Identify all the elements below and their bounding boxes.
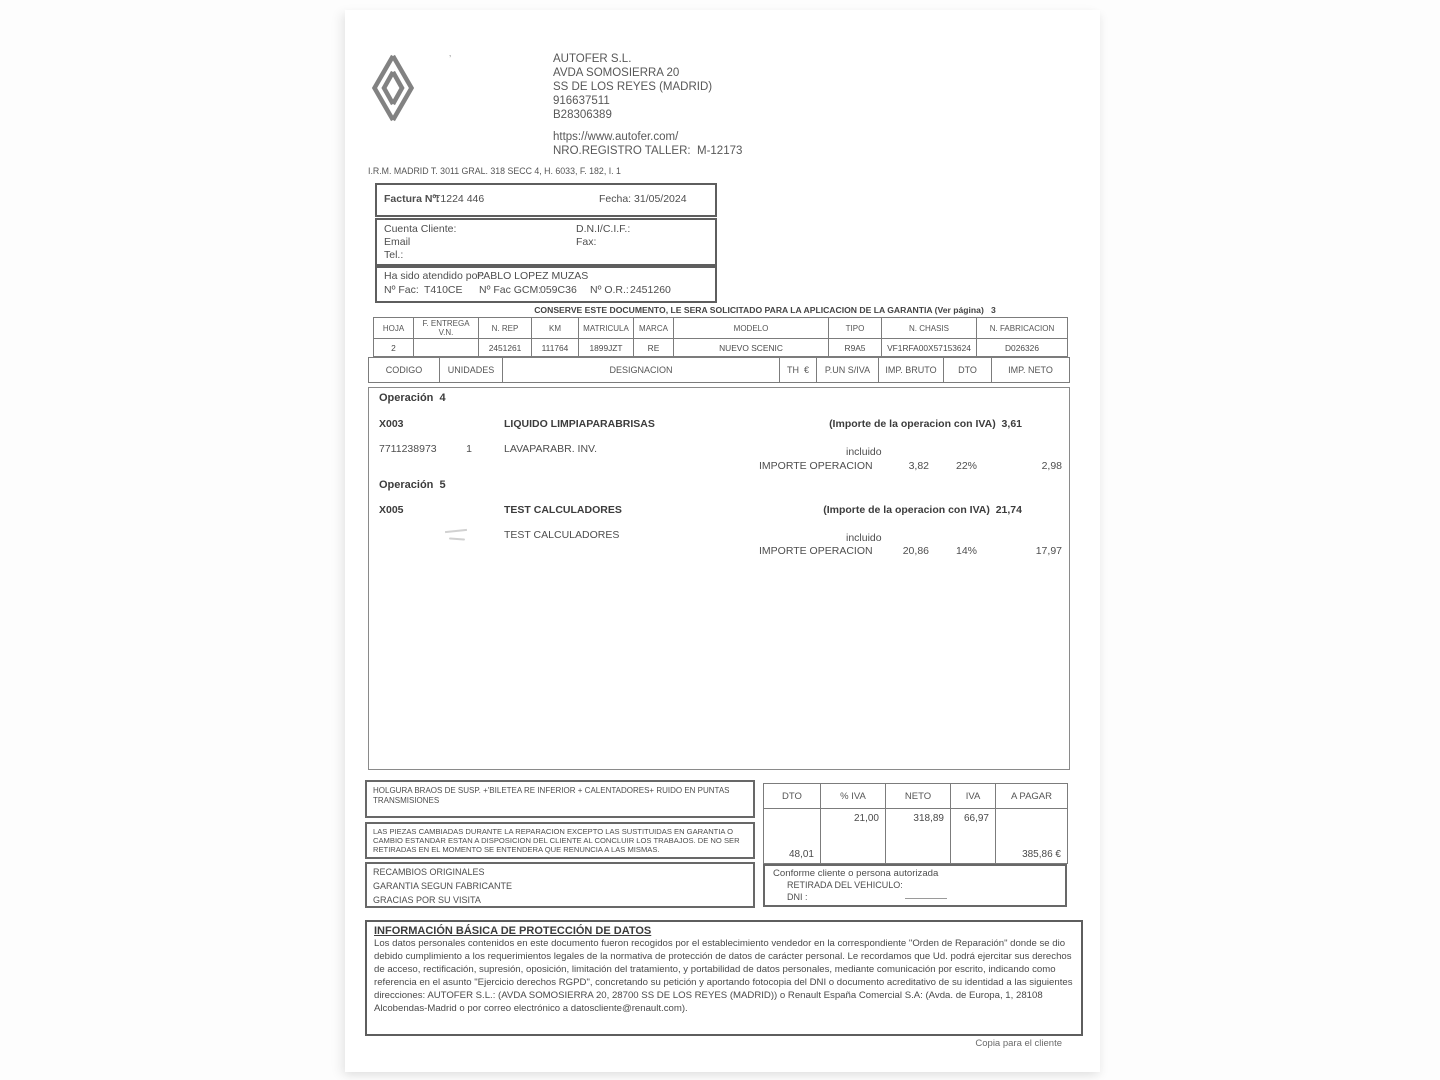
client-email-label: Email xyxy=(384,236,411,248)
vehicle-fabricacion: D026326 xyxy=(977,339,1068,357)
vehicle-col-modelo: MODELO xyxy=(674,318,829,339)
vehicle-modelo: NUEVO SCENIC xyxy=(674,339,829,357)
col-th: TH € xyxy=(779,357,817,383)
totals-dto-value: 48,01 xyxy=(788,849,814,860)
importe-bruto-value: 3,82 xyxy=(908,460,929,472)
operation-iva-amount: (Importe de la operacion con IVA) 21,74 xyxy=(823,504,1022,516)
invoice-date: Fecha: 31/05/2024 xyxy=(599,193,687,205)
company-web-block xyxy=(553,130,742,158)
col-codigo: CODIGO xyxy=(368,357,440,383)
nor-value: 2451260 xyxy=(630,284,671,296)
vehicle-col-km: KM xyxy=(532,318,579,339)
company-cif: B28306389 xyxy=(553,109,612,121)
vehicle-col-chasis: N. CHASIS xyxy=(882,318,977,339)
vehicle-tipo: R9A5 xyxy=(829,339,882,357)
detail-table-header xyxy=(368,357,1070,383)
scanned-invoice-page xyxy=(345,10,1100,1072)
totals-col-neto: NETO xyxy=(886,784,951,809)
importe-bruto-value: 20,86 xyxy=(902,545,929,557)
company-address1: AVDA SOMOSIERRA 20 xyxy=(553,67,680,79)
line-reference: 7711238973 xyxy=(379,443,437,455)
data-protection-box xyxy=(365,920,1083,1036)
vehicle-col-hoja: HOJA xyxy=(374,318,414,339)
totals-col-a-pagar: A PAGAR xyxy=(996,784,1068,809)
vehicle-matricula: 1899JZT xyxy=(579,339,634,357)
copy-for-client-note: Copia para el cliente xyxy=(975,1038,1062,1049)
footer-messages-box xyxy=(365,862,755,908)
nfac-gcm-label: Nº Fac GCM: xyxy=(479,284,542,296)
attended-by-label: Ha sido atendido por: xyxy=(384,270,484,282)
vehicle-table xyxy=(373,317,1068,357)
line-units: 1 xyxy=(466,443,472,455)
totals-table xyxy=(763,783,1068,864)
nfac-gcm-value: 059C36 xyxy=(540,284,577,296)
totals-header-row xyxy=(764,784,1068,809)
renault-logo-icon xyxy=(368,52,418,124)
vehicle-km: 111764 xyxy=(532,339,579,357)
vehicle-col-matricula: MATRICULA xyxy=(579,318,634,339)
importe-operacion-label: IMPORTE OPERACION xyxy=(759,545,873,557)
vehicle-entrega xyxy=(414,339,479,357)
operation-name: LIQUIDO LIMPIAPARABRISAS xyxy=(504,418,655,430)
vehicle-col-nrep: N. REP xyxy=(479,318,532,339)
vehicle-marca: RE xyxy=(634,339,674,357)
factura-number: T1224 446 xyxy=(434,193,485,205)
totals-col-iva: IVA xyxy=(951,784,996,809)
vehicle-chasis: VF1RFA00X57153624 xyxy=(882,339,977,357)
invoice-number-box xyxy=(375,183,717,217)
footer-line-gracias: GRACIAS POR SU VISITA xyxy=(373,895,481,905)
vehicle-col-entrega: F. ENTREGA V.N. xyxy=(414,318,479,339)
totals-iva-value: 66,97 xyxy=(963,813,989,824)
data-protection-text: Los datos personales contenidos en este documento fueron recogidos por el establecimiento vendedor en la correspondiente "Orden de Reparación" donde se dio debido cumplimiento a los requerimientos legales de la normativa de protección de datos de carácter personal. Le recordamos que Ud. podrá ejercitar sus derechos de acceso, rectificación, supresión, oposición, limitación del tratamiento, y portabilidad de datos personales, mediante comunicación por escrito, indicando como referencia en el asunto "Ejercicio derechos RGPD", concretando su petición y aportando fotocopia del DNI o documento acreditativo de su identidad a las siguientes direcciones: AUTOFER S.L.: (AVDA SOMOSIERRA 20, 28700 SS DE LOS REYES (MADRID)) o Renault España Comercial S.A: (Avda. de Europa, 1, 28108 Alcobendas-Madrid o por correo electrónico a datoscliente@renault.com). xyxy=(374,938,1073,1014)
retirada-label: RETIRADA DEL VEHICULO: xyxy=(787,880,903,890)
operation-code: X005 xyxy=(379,504,404,516)
conforme-label: Conforme cliente o persona autorizada xyxy=(773,868,939,879)
vehicle-hoja: 2 xyxy=(374,339,414,357)
dto-value: 22% xyxy=(955,460,977,472)
footer-line-garantia: GARANTIA SEGUN FABRICANTE xyxy=(373,881,513,891)
vehicle-table-value-row xyxy=(374,339,1068,357)
operation-name: TEST CALCULADORES xyxy=(504,504,622,516)
importe-neto-value: 17,97 xyxy=(1035,545,1062,557)
company-address2: SS DE LOS REYES (MADRID) xyxy=(553,81,713,93)
nfac-label: Nº Fac: xyxy=(384,284,419,296)
scan-smudge xyxy=(443,522,473,548)
client-fax-label: Fax: xyxy=(576,236,597,248)
totals-a-pagar-value: 385,86 € xyxy=(1022,849,1061,860)
data-protection-title: INFORMACIÓN BÁSICA DE PROTECCIÓN DE DATOS xyxy=(374,925,652,937)
client-tel-label: Tel.: xyxy=(384,249,404,261)
vehicle-col-tipo: TIPO xyxy=(829,318,882,339)
totals-col-dto: DTO xyxy=(764,784,821,809)
attended-by-value: PABLO LOPEZ MUZAS xyxy=(477,270,589,282)
totals-neto-value: 318,89 xyxy=(913,813,944,824)
operation-title: Operación 5 xyxy=(379,479,446,491)
line-description: LAVAPARABR. INV. xyxy=(504,443,597,455)
company-header xyxy=(553,52,712,122)
col-unidades: UNIDADES xyxy=(439,357,503,383)
vehicle-col-fabricacion: N. FABRICACION xyxy=(977,318,1068,339)
observations-box: HOLGURA BRAOS DE SUSP. +'BILETEA RE INFERIOR + CALENTADORES+ RUIDO EN PUNTAS TRANSMISIONES xyxy=(365,780,755,818)
line-description: TEST CALCULADORES xyxy=(504,529,620,541)
detail-table-body xyxy=(368,387,1070,770)
client-dni-label: D.N.I/C.I.F.: xyxy=(576,223,631,235)
dto-value: 14% xyxy=(955,545,977,557)
totals-iva-pct-value: 21,00 xyxy=(853,813,879,824)
company-phone: 916637511 xyxy=(553,95,610,107)
included-label: incluido xyxy=(846,532,882,544)
scan-artifact-mark: ’ xyxy=(449,54,452,65)
nor-label: Nº O.R.: xyxy=(590,284,629,296)
attended-box xyxy=(375,266,717,303)
company-website: https://www.autofer.com/ xyxy=(553,131,679,143)
vehicle-table-header-row xyxy=(374,318,1068,339)
totals-col-pct-iva: % IVA xyxy=(821,784,886,809)
col-dto: DTO xyxy=(943,357,992,383)
totals-value-row xyxy=(764,809,1068,864)
col-designacion: DESIGNACION xyxy=(502,357,780,383)
col-imp-bruto: IMP. BRUTO xyxy=(878,357,944,383)
dni-signature-line xyxy=(905,898,947,899)
operation-iva-amount: (Importe de la operacion con IVA) 3,61 xyxy=(829,418,1022,430)
importe-neto-value: 2,98 xyxy=(1041,460,1062,472)
factura-label: Factura Nº: xyxy=(384,193,440,205)
client-account-label: Cuenta Cliente: xyxy=(384,223,457,235)
vehicle-col-marca: MARCA xyxy=(634,318,674,339)
included-label: incluido xyxy=(846,446,882,458)
client-box xyxy=(375,218,717,266)
company-name: AUTOFER S.L. xyxy=(553,53,632,65)
dni-label: DNI : xyxy=(787,892,808,902)
operation-code: X003 xyxy=(379,418,404,430)
registry-line: I.R.M. MADRID T. 3011 GRAL. 318 SECC 4, H. 6033, F. 182, I. 1 xyxy=(368,166,621,176)
warranty-notice: CONSERVE ESTE DOCUMENTO, LE SERA SOLICITADO PARA LA APLICACION DE LA GARANTIA (Ver página) 3 xyxy=(534,305,996,315)
taller-registry: NRO.REGISTRO TALLER: M-12173 xyxy=(553,145,743,157)
col-imp-neto: IMP. NETO xyxy=(991,357,1070,383)
operation-title: Operación 4 xyxy=(379,392,446,404)
nfac-value: T410CE xyxy=(424,284,463,296)
footer-line-recambios: RECAMBIOS ORIGINALES xyxy=(373,867,485,877)
col-pun-siva: P.UN S/IVA xyxy=(816,357,879,383)
vehicle-nrep: 2451261 xyxy=(479,339,532,357)
customer-signature-box xyxy=(763,864,1067,907)
importe-operacion-label: IMPORTE OPERACION xyxy=(759,460,873,472)
parts-disclaimer-box: LAS PIEZAS CAMBIADAS DURANTE LA REPARACION EXCEPTO LAS SUSTITUIDAS EN GARANTIA O CAMBIO ESTANDAR ESTAN A DISPOSICION DEL CLIENTE AL CONCLUIR LOS TRABAJOS. DE NO SER RETIRADAS EN EL MOMENTO SE ENTENDERA QUE RENUNCIA A LAS MISMAS. xyxy=(365,822,755,859)
